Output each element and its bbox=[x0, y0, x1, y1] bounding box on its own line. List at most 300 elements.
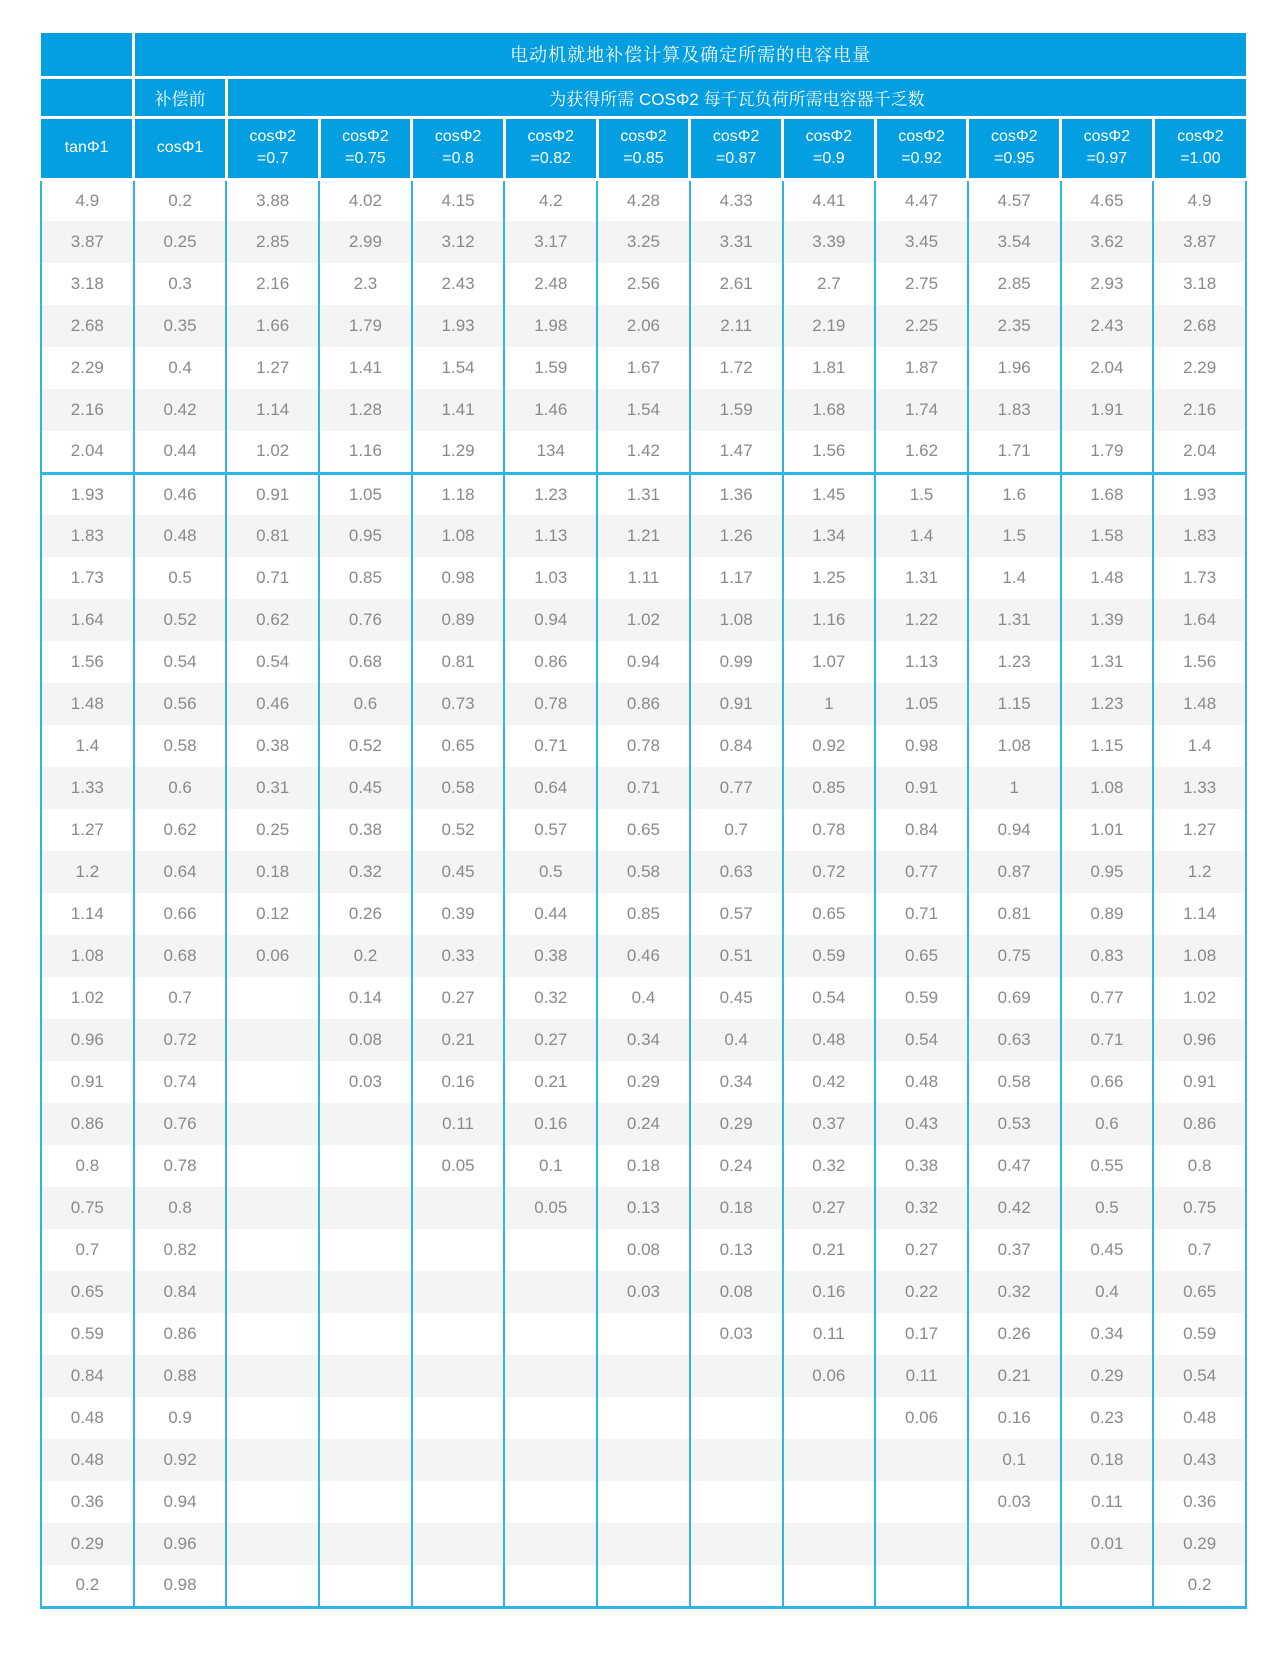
table-cell: 0.59 bbox=[1153, 1313, 1246, 1355]
column-header bbox=[134, 117, 227, 179]
table-cell: 0.45 bbox=[412, 851, 505, 893]
table-cell: 0.12 bbox=[226, 893, 319, 935]
table-cell: 0.89 bbox=[1061, 893, 1154, 935]
table-cell bbox=[690, 1523, 783, 1565]
table-cell: 1.56 bbox=[1153, 641, 1246, 683]
table-cell bbox=[504, 1565, 597, 1607]
table-cell: 1.83 bbox=[1153, 515, 1246, 557]
table-cell: 2.16 bbox=[226, 263, 319, 305]
table-cell: 1.68 bbox=[783, 389, 876, 431]
table-cell: 1.14 bbox=[226, 389, 319, 431]
table-cell: 0.7 bbox=[134, 977, 227, 1019]
table-cell: 2.43 bbox=[412, 263, 505, 305]
table-cell: 0.63 bbox=[690, 851, 783, 893]
table-cell: 0.64 bbox=[134, 851, 227, 893]
table-cell: 1.83 bbox=[968, 389, 1061, 431]
table-cell bbox=[319, 1523, 412, 1565]
table-cell bbox=[226, 1271, 319, 1313]
table-row bbox=[41, 515, 1246, 557]
table-cell: 1.59 bbox=[690, 389, 783, 431]
table-cell: 0.32 bbox=[875, 1187, 968, 1229]
table-cell bbox=[968, 1523, 1061, 1565]
table-cell bbox=[226, 1397, 319, 1439]
table-cell: 0.66 bbox=[1061, 1061, 1154, 1103]
table-cell: 0.84 bbox=[875, 809, 968, 851]
table-cell: 0.86 bbox=[134, 1313, 227, 1355]
table-cell: 1.33 bbox=[1153, 767, 1246, 809]
table-cell: 1.39 bbox=[1061, 599, 1154, 641]
table-cell: 3.39 bbox=[783, 221, 876, 263]
table-cell: 0.6 bbox=[319, 683, 412, 725]
title-row bbox=[41, 33, 1246, 77]
table-cell: 1.31 bbox=[875, 557, 968, 599]
column-header bbox=[504, 117, 597, 179]
table-cell: 0.27 bbox=[504, 1019, 597, 1061]
table-cell bbox=[875, 1481, 968, 1523]
table-cell: 1.25 bbox=[783, 557, 876, 599]
table-cell bbox=[504, 1523, 597, 1565]
table-cell: 1.15 bbox=[1061, 725, 1154, 767]
table-cell: 1.45 bbox=[783, 473, 876, 515]
table-cell: 2.04 bbox=[41, 431, 134, 473]
table-cell: 1.98 bbox=[504, 305, 597, 347]
table-cell: 0.73 bbox=[412, 683, 505, 725]
table-cell: 2.11 bbox=[690, 305, 783, 347]
table-cell bbox=[226, 1229, 319, 1271]
table-cell: 0.85 bbox=[597, 893, 690, 935]
column-header-label: cosΦ1 bbox=[156, 139, 204, 157]
table-cell: 0.58 bbox=[597, 851, 690, 893]
table-cell: 1.4 bbox=[41, 725, 134, 767]
table-cell: 0.05 bbox=[412, 1145, 505, 1187]
table-cell: 1.14 bbox=[1153, 893, 1246, 935]
table-cell: 0.11 bbox=[1061, 1481, 1154, 1523]
column-header bbox=[968, 117, 1061, 179]
column-header-label: cosΦ2 bbox=[1177, 128, 1224, 146]
table-cell: 0.54 bbox=[783, 977, 876, 1019]
table-cell bbox=[412, 1439, 505, 1481]
table-cell: 0.11 bbox=[783, 1313, 876, 1355]
table-cell: 0.51 bbox=[690, 935, 783, 977]
table-cell: 4.41 bbox=[783, 179, 876, 221]
table-cell: 1.87 bbox=[875, 347, 968, 389]
table-cell: 1.08 bbox=[1061, 767, 1154, 809]
table-cell: 2.68 bbox=[1153, 305, 1246, 347]
table-cell: 1.56 bbox=[41, 641, 134, 683]
table-cell: 1.33 bbox=[41, 767, 134, 809]
table-cell: 0.32 bbox=[319, 851, 412, 893]
table-cell: 1.41 bbox=[319, 347, 412, 389]
table-cell: 1.42 bbox=[597, 431, 690, 473]
table-cell: 1.22 bbox=[875, 599, 968, 641]
table-cell: 0.98 bbox=[412, 557, 505, 599]
table-cell: 0.91 bbox=[690, 683, 783, 725]
table-cell: 1.83 bbox=[41, 515, 134, 557]
table-cell bbox=[504, 1229, 597, 1271]
column-header-row bbox=[41, 117, 1246, 179]
table-cell: 0.18 bbox=[226, 851, 319, 893]
table-cell: 0.72 bbox=[134, 1019, 227, 1061]
table-cell: 1.79 bbox=[319, 305, 412, 347]
table-cell: 0.5 bbox=[1061, 1187, 1154, 1229]
table-row bbox=[41, 1145, 1246, 1187]
table-cell: 1.5 bbox=[875, 473, 968, 515]
table-cell: 0.7 bbox=[1153, 1229, 1246, 1271]
table-cell: 1.08 bbox=[1153, 935, 1246, 977]
table-cell bbox=[226, 1187, 319, 1229]
table-cell: 0.62 bbox=[226, 599, 319, 641]
table-cell: 0.57 bbox=[504, 809, 597, 851]
table-cell: 1.05 bbox=[875, 683, 968, 725]
table-cell: 0.21 bbox=[783, 1229, 876, 1271]
corner-cell bbox=[41, 33, 134, 77]
table-cell: 1.28 bbox=[319, 389, 412, 431]
table-row bbox=[41, 1187, 1246, 1229]
table-cell: 0.59 bbox=[41, 1313, 134, 1355]
table-cell: 0.86 bbox=[597, 683, 690, 725]
table-cell: 0.26 bbox=[319, 893, 412, 935]
table-cell bbox=[597, 1565, 690, 1607]
table-cell: 0.16 bbox=[504, 1103, 597, 1145]
table-cell: 2.04 bbox=[1061, 347, 1154, 389]
table-cell bbox=[412, 1313, 505, 1355]
table-cell: 1.48 bbox=[1061, 557, 1154, 599]
table-cell: 0.23 bbox=[1061, 1397, 1154, 1439]
table-cell: 0.32 bbox=[968, 1271, 1061, 1313]
table-cell: 1.02 bbox=[597, 599, 690, 641]
table-cell: 0.4 bbox=[134, 347, 227, 389]
table-cell: 0.9 bbox=[134, 1397, 227, 1439]
table-cell: 0.01 bbox=[1061, 1523, 1154, 1565]
table-cell: 1.4 bbox=[875, 515, 968, 557]
table-cell: 0.71 bbox=[226, 557, 319, 599]
column-header bbox=[1153, 117, 1246, 179]
column-header bbox=[690, 117, 783, 179]
table-cell: 0.54 bbox=[134, 641, 227, 683]
column-header-label: cosΦ2 bbox=[249, 128, 296, 146]
table-cell: 0.92 bbox=[134, 1439, 227, 1481]
table-cell bbox=[783, 1565, 876, 1607]
table-cell: 0.7 bbox=[41, 1229, 134, 1271]
table-cell: 0.45 bbox=[1061, 1229, 1154, 1271]
table-cell: 1 bbox=[968, 767, 1061, 809]
table-cell: 0.47 bbox=[968, 1145, 1061, 1187]
group-header-before-compensation: 补偿前 bbox=[134, 77, 227, 117]
table-cell: 0.56 bbox=[134, 683, 227, 725]
table-cell: 0.29 bbox=[597, 1061, 690, 1103]
table-cell: 4.47 bbox=[875, 179, 968, 221]
table-cell bbox=[783, 1439, 876, 1481]
table-row bbox=[41, 1313, 1246, 1355]
table-row bbox=[41, 851, 1246, 893]
table-cell: 0.84 bbox=[690, 725, 783, 767]
table-cell: 1.02 bbox=[41, 977, 134, 1019]
table-cell: 0.91 bbox=[1153, 1061, 1246, 1103]
table-cell bbox=[412, 1271, 505, 1313]
table-cell: 0.74 bbox=[134, 1061, 227, 1103]
table-cell: 1.91 bbox=[1061, 389, 1154, 431]
table-cell: 0.43 bbox=[875, 1103, 968, 1145]
table-cell: 1.93 bbox=[41, 473, 134, 515]
table-cell: 0.77 bbox=[1061, 977, 1154, 1019]
table-cell bbox=[597, 1355, 690, 1397]
table-cell: 1.08 bbox=[412, 515, 505, 557]
table-cell: 0.84 bbox=[41, 1355, 134, 1397]
table-cell: 0.36 bbox=[1153, 1481, 1246, 1523]
table-row bbox=[41, 221, 1246, 263]
table-cell: 1.41 bbox=[412, 389, 505, 431]
table-cell: 0.14 bbox=[319, 977, 412, 1019]
column-header-label: cosΦ2 bbox=[527, 128, 575, 146]
column-header-label: cosΦ2 bbox=[342, 128, 389, 146]
table-cell: 0.16 bbox=[783, 1271, 876, 1313]
table-cell: 0.06 bbox=[226, 935, 319, 977]
table-cell bbox=[504, 1439, 597, 1481]
table-cell: 0.59 bbox=[875, 977, 968, 1019]
table-cell: 0.29 bbox=[1061, 1355, 1154, 1397]
column-header bbox=[783, 117, 876, 179]
table-cell: 0.42 bbox=[783, 1061, 876, 1103]
table-cell: 0.7 bbox=[690, 809, 783, 851]
table-cell: 0.52 bbox=[412, 809, 505, 851]
table-cell: 0.75 bbox=[1153, 1187, 1246, 1229]
table-cell bbox=[319, 1439, 412, 1481]
table-cell: 0.27 bbox=[783, 1187, 876, 1229]
table-cell: 0.89 bbox=[412, 599, 505, 641]
table-cell: 0.52 bbox=[134, 599, 227, 641]
table-cell bbox=[319, 1187, 412, 1229]
table-cell bbox=[412, 1565, 505, 1607]
table-cell bbox=[226, 1523, 319, 1565]
table-cell: 0.58 bbox=[134, 725, 227, 767]
table-cell: 0.85 bbox=[319, 557, 412, 599]
table-cell: 0.91 bbox=[875, 767, 968, 809]
table-cell: 0.29 bbox=[690, 1103, 783, 1145]
table-row bbox=[41, 683, 1246, 725]
table-cell: 2.85 bbox=[226, 221, 319, 263]
table-cell: 1.4 bbox=[968, 557, 1061, 599]
table-cell: 0.48 bbox=[783, 1019, 876, 1061]
table-cell: 1.74 bbox=[875, 389, 968, 431]
table-cell bbox=[504, 1355, 597, 1397]
column-header-label: cosΦ2 bbox=[1083, 128, 1131, 146]
table-cell: 0.96 bbox=[41, 1019, 134, 1061]
table-cell: 0.48 bbox=[1153, 1397, 1246, 1439]
table-cell: 0.27 bbox=[412, 977, 505, 1019]
table-cell bbox=[226, 1439, 319, 1481]
table-cell: 0.17 bbox=[875, 1313, 968, 1355]
table-cell: 1.64 bbox=[1153, 599, 1246, 641]
table-cell: 0.39 bbox=[412, 893, 505, 935]
table-cell bbox=[412, 1229, 505, 1271]
table-cell: 0.6 bbox=[1061, 1103, 1154, 1145]
column-header-value: =0.95 bbox=[993, 150, 1035, 167]
table-cell: 0.86 bbox=[41, 1103, 134, 1145]
table-cell: 1.73 bbox=[1153, 557, 1246, 599]
table-cell: 0.46 bbox=[134, 473, 227, 515]
table-cell bbox=[226, 1355, 319, 1397]
table-cell: 0.52 bbox=[319, 725, 412, 767]
table-cell: 0.46 bbox=[597, 935, 690, 977]
table-cell: 0.42 bbox=[968, 1187, 1061, 1229]
table-cell: 0.64 bbox=[504, 767, 597, 809]
table-cell bbox=[319, 1355, 412, 1397]
table-cell: 0.25 bbox=[226, 809, 319, 851]
table-cell: 0.32 bbox=[504, 977, 597, 1019]
column-header-value: =0.7 bbox=[256, 150, 289, 167]
table-cell bbox=[412, 1355, 505, 1397]
table-cell: 0.11 bbox=[875, 1355, 968, 1397]
table-cell: 1.4 bbox=[1153, 725, 1246, 767]
table-cell: 0.65 bbox=[597, 809, 690, 851]
table-cell: 0.82 bbox=[134, 1229, 227, 1271]
table-cell: 2.3 bbox=[319, 263, 412, 305]
table-cell bbox=[319, 1103, 412, 1145]
table-cell: 1.81 bbox=[783, 347, 876, 389]
table-cell: 1.05 bbox=[319, 473, 412, 515]
table-cell bbox=[875, 1523, 968, 1565]
table-cell: 0.08 bbox=[597, 1229, 690, 1271]
column-header-value: =0.87 bbox=[715, 150, 757, 167]
table-row bbox=[41, 389, 1246, 431]
table-cell: 0.08 bbox=[319, 1019, 412, 1061]
table-cell: 0.65 bbox=[783, 893, 876, 935]
table-cell: 1.31 bbox=[1061, 641, 1154, 683]
table-cell: 0.75 bbox=[41, 1187, 134, 1229]
table-cell: 0.8 bbox=[134, 1187, 227, 1229]
table-cell: 1.29 bbox=[412, 431, 505, 473]
table-cell bbox=[412, 1187, 505, 1229]
table-cell: 0.37 bbox=[968, 1229, 1061, 1271]
column-header bbox=[1061, 117, 1154, 179]
table-cell: 3.18 bbox=[1153, 263, 1246, 305]
table-cell: 1.79 bbox=[1061, 431, 1154, 473]
column-header-value: =0.75 bbox=[345, 150, 386, 167]
table-cell: 0.31 bbox=[226, 767, 319, 809]
column-header-value: =0.8 bbox=[442, 150, 474, 167]
table-cell: 1.64 bbox=[41, 599, 134, 641]
table-cell: 134 bbox=[504, 431, 597, 473]
table-cell: 1.5 bbox=[968, 515, 1061, 557]
table-cell: 0.91 bbox=[41, 1061, 134, 1103]
table-cell bbox=[690, 1439, 783, 1481]
column-header-label: cosΦ2 bbox=[898, 128, 945, 146]
table-cell bbox=[597, 1439, 690, 1481]
table-cell: 0.08 bbox=[690, 1271, 783, 1313]
table-cell bbox=[226, 1565, 319, 1607]
table-cell: 0.77 bbox=[690, 767, 783, 809]
table-cell: 4.9 bbox=[1153, 179, 1246, 221]
table-cell: 0.75 bbox=[968, 935, 1061, 977]
table-cell bbox=[504, 1397, 597, 1439]
table-cell: 0.37 bbox=[783, 1103, 876, 1145]
table-cell: 0.94 bbox=[597, 641, 690, 683]
table-cell: 0.65 bbox=[875, 935, 968, 977]
table-cell: 0.05 bbox=[504, 1187, 597, 1229]
table-cell bbox=[968, 1565, 1061, 1607]
table-cell: 0.13 bbox=[597, 1187, 690, 1229]
column-header-label: cosΦ2 bbox=[805, 128, 853, 146]
table-cell: 1.27 bbox=[226, 347, 319, 389]
table-cell: 0.76 bbox=[319, 599, 412, 641]
table-cell: 0.3 bbox=[134, 263, 227, 305]
table-cell: 0.69 bbox=[968, 977, 1061, 1019]
table-cell: 0.96 bbox=[134, 1523, 227, 1565]
table-cell: 2.48 bbox=[504, 263, 597, 305]
table-cell: 0.5 bbox=[134, 557, 227, 599]
table-cell: 1.36 bbox=[690, 473, 783, 515]
table-cell: 0.27 bbox=[875, 1229, 968, 1271]
table-cell: 0.95 bbox=[1061, 851, 1154, 893]
table-row bbox=[41, 1397, 1246, 1439]
table-row bbox=[41, 1523, 1246, 1565]
table-cell bbox=[783, 1481, 876, 1523]
table-row bbox=[41, 1271, 1246, 1313]
table-cell: 0.03 bbox=[319, 1061, 412, 1103]
table-cell: 4.33 bbox=[690, 179, 783, 221]
table-cell bbox=[226, 1481, 319, 1523]
table-cell: 1.14 bbox=[41, 893, 134, 935]
table-cell: 2.43 bbox=[1061, 305, 1154, 347]
table-cell: 0.91 bbox=[226, 473, 319, 515]
table-cell: 1.71 bbox=[968, 431, 1061, 473]
table-cell: 0.54 bbox=[226, 641, 319, 683]
table-cell: 1.93 bbox=[1153, 473, 1246, 515]
table-cell bbox=[504, 1271, 597, 1313]
table-cell: 0.86 bbox=[1153, 1103, 1246, 1145]
table-cell: 0.1 bbox=[968, 1439, 1061, 1481]
table-cell: 0.66 bbox=[134, 893, 227, 935]
table-cell: 1.17 bbox=[690, 557, 783, 599]
table-cell: 0.34 bbox=[1061, 1313, 1154, 1355]
table-row bbox=[41, 1061, 1246, 1103]
column-header bbox=[226, 117, 319, 179]
table-cell bbox=[226, 1145, 319, 1187]
table-header bbox=[41, 33, 1246, 179]
table-cell: 2.75 bbox=[875, 263, 968, 305]
table-cell: 0.72 bbox=[783, 851, 876, 893]
table-cell: 0.35 bbox=[134, 305, 227, 347]
table-cell: 1.31 bbox=[597, 473, 690, 515]
table-cell: 4.28 bbox=[597, 179, 690, 221]
table-cell: 0.44 bbox=[134, 431, 227, 473]
table-cell bbox=[226, 977, 319, 1019]
table-cell: 0.95 bbox=[319, 515, 412, 557]
table-cell bbox=[1061, 1565, 1154, 1607]
table-cell: 0.16 bbox=[412, 1061, 505, 1103]
table-row bbox=[41, 767, 1246, 809]
table-cell bbox=[504, 1313, 597, 1355]
table-cell bbox=[226, 1103, 319, 1145]
column-header-value: =0.9 bbox=[813, 150, 845, 167]
table-cell: 0.03 bbox=[968, 1481, 1061, 1523]
table-row bbox=[41, 473, 1246, 515]
table-cell: 2.68 bbox=[41, 305, 134, 347]
table-cell: 0.71 bbox=[597, 767, 690, 809]
table-cell: 3.87 bbox=[1153, 221, 1246, 263]
table-cell: 4.2 bbox=[504, 179, 597, 221]
table-cell bbox=[690, 1397, 783, 1439]
table-cell: 1.03 bbox=[504, 557, 597, 599]
table-cell bbox=[783, 1397, 876, 1439]
table-row bbox=[41, 557, 1246, 599]
table-cell bbox=[504, 1481, 597, 1523]
table-row bbox=[41, 1481, 1246, 1523]
table-cell: 1.23 bbox=[1061, 683, 1154, 725]
table-body bbox=[41, 179, 1246, 1607]
table-cell: 0.44 bbox=[504, 893, 597, 935]
table-cell: 1.23 bbox=[504, 473, 597, 515]
